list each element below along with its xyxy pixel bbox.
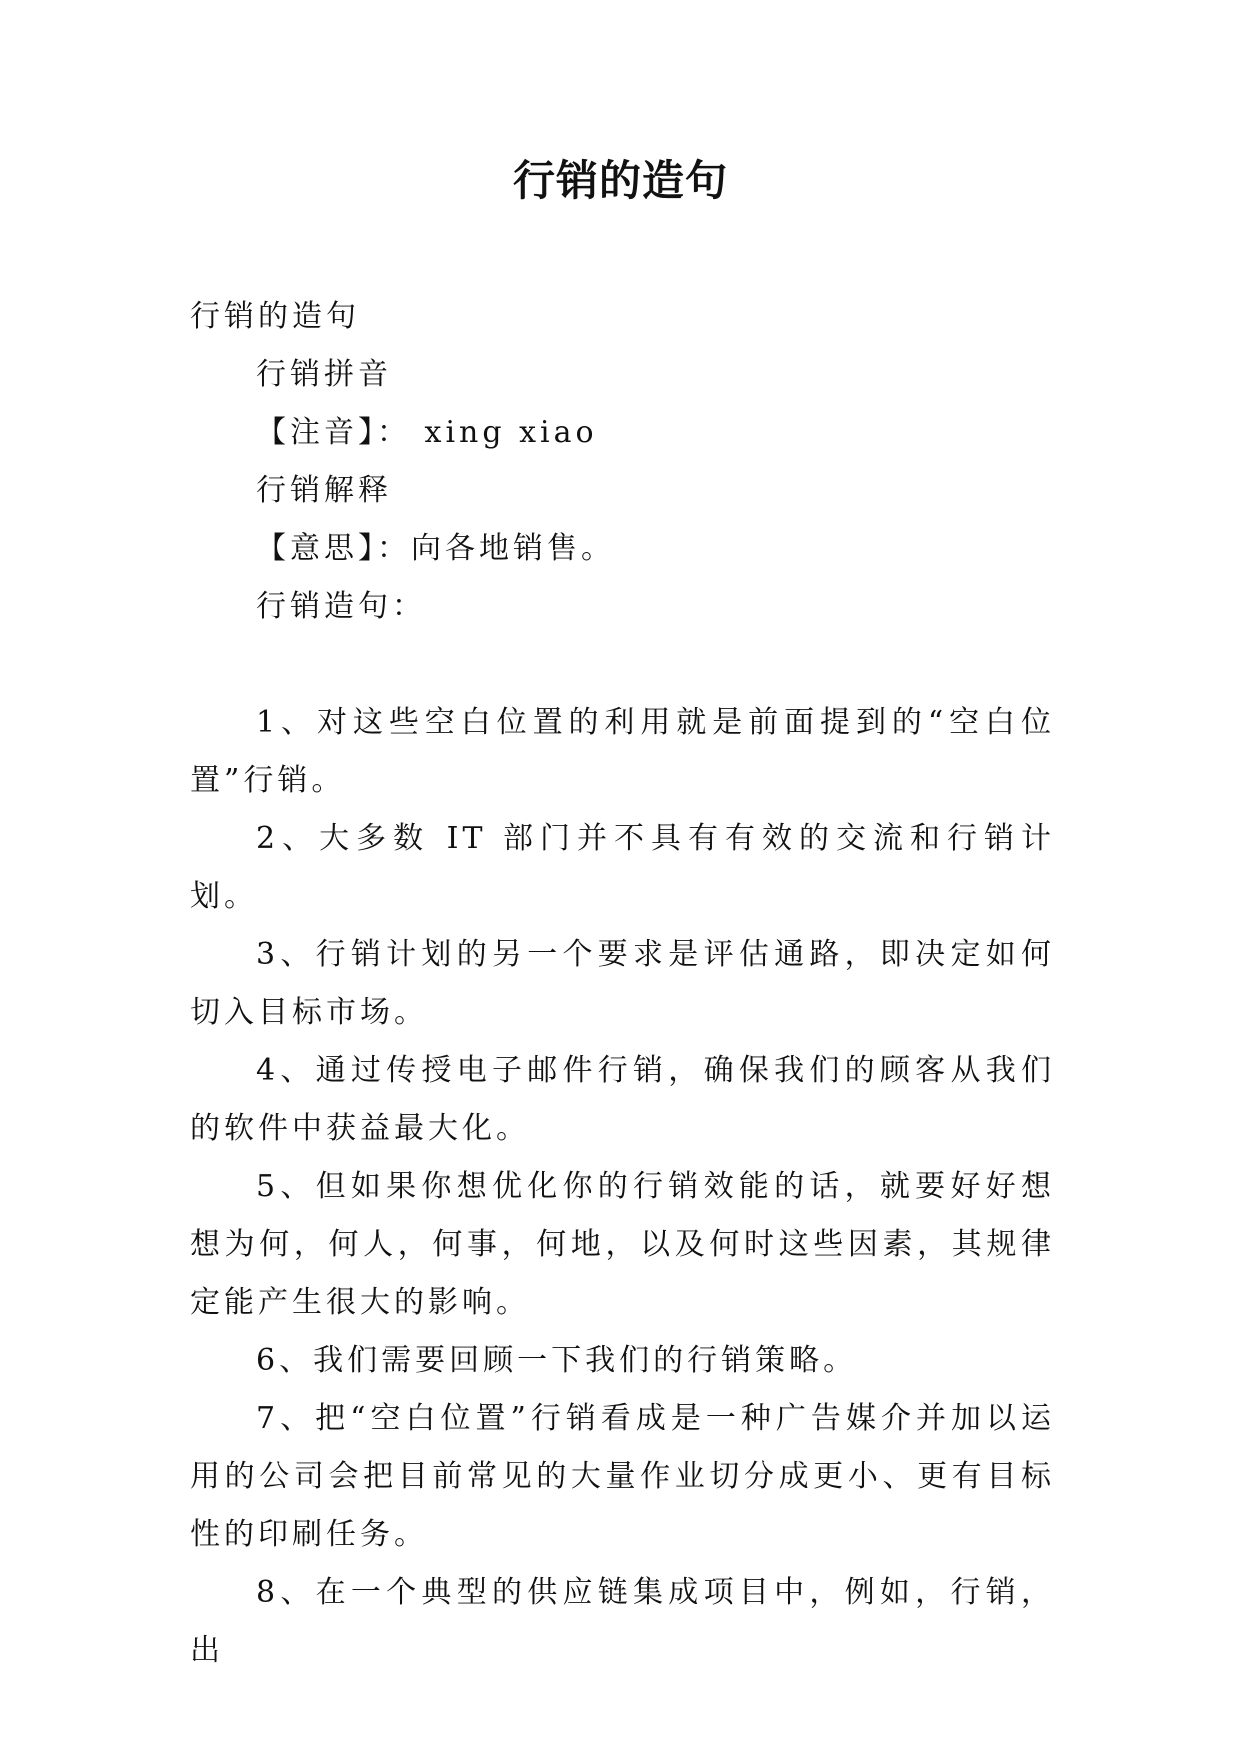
example-sentence: 1、对这些空白位置的利用就是前面提到的“空白位置”行销。 [190,705,1055,798]
pinyin-line: 【注音】： xing xiao [256,415,598,450]
examples-heading: 行销造句： [256,589,426,624]
subtitle-line: 行销的造句 [190,299,360,334]
meaning-line: 【意思】：向各地销售。 [256,531,615,566]
example-sentence: 2、大多数 IT 部门并不具有有效的交流和行销计划。 [190,821,1055,914]
pinyin-heading: 行销拼音 [256,357,392,392]
example-sentence: 6、我们需要回顾一下我们的行销策略。 [256,1343,858,1378]
example-sentence: 4、通过传授电子邮件行销，确保我们的顾客从我们的软件中获益最大化。 [190,1053,1055,1146]
example-sentence: 3、行销计划的另一个要求是评估通路，即决定如何切入目标市场。 [190,937,1055,1030]
document-body [190,288,1055,1680]
example-sentence: 5、但如果你想优化你的行销效能的话，就要好好想想为何，何人，何事，何地，以及何时这些因素，其规律定能产生很大的影响。 [190,1169,1055,1320]
blank-line [190,636,1055,694]
document-title: 行销的造句 [512,156,728,205]
example-sentence: 7、把“空白位置”行销看成是一种广告媒介并加以运用的公司会把目前常见的大量作业切分成更小、更有目标性的印刷任务。 [190,1401,1055,1552]
example-sentence: 8、在一个典型的供应链集成项目中，例如，行销，出 [190,1575,1055,1668]
meaning-heading: 行销解释 [256,473,392,508]
